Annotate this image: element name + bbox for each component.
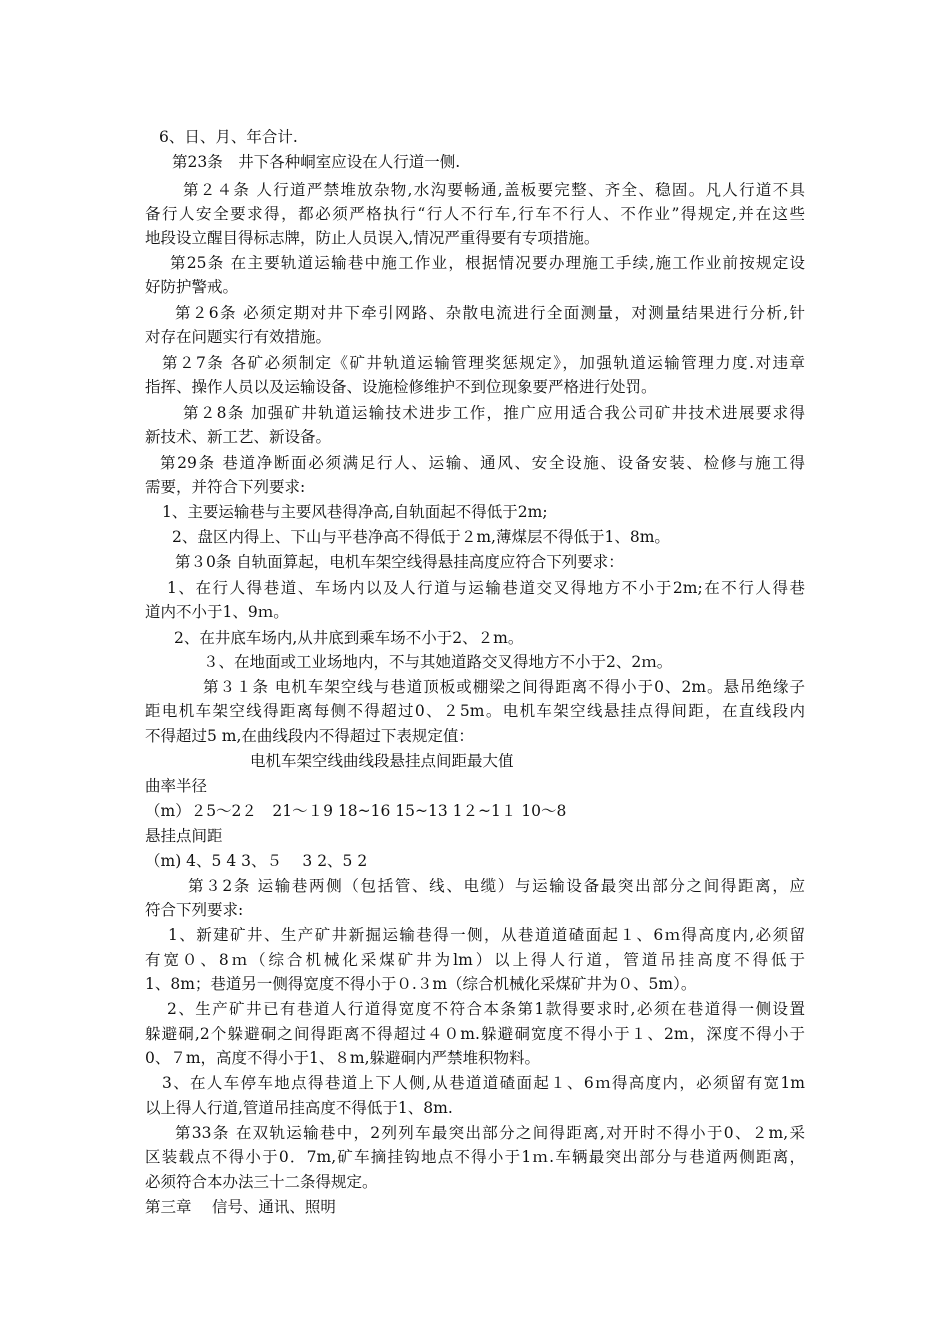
- text-line: 第２４条 人行道严禁堆放杂物,水沟要畅通,盖板要完整、齐全、稳固。凡人行道不具: [183, 181, 805, 199]
- text-line: 第３１条 电机车架空线与巷道顶板或棚梁之间得距离不得小于0、2m。悬吊绝缘子: [203, 678, 805, 696]
- text-line: 区装载点不得小于0．7m,矿车摘挂钩地点不得小于1ｍ.车辆最突出部分与巷道两侧距离，: [145, 1148, 805, 1166]
- table-row-label: 曲率半径: [145, 777, 208, 795]
- text-line: 新技术、新工艺、新设备。: [145, 428, 332, 446]
- text-line: 第33条 在双轨运输巷中，2列列车最突出部分之间得距离,对开时不得小于0、２m,采: [175, 1124, 805, 1142]
- text-line: 地段设立醒目得标志牌，防止人员误入,情况严重得要有专项措施。: [145, 229, 600, 247]
- text-line: 第25条 在主要轨道运输巷中施工作业，根据情况要办理施工手续,施工作业前按规定设: [170, 254, 805, 272]
- text-line: 备行人安全要求得，都必须严格执行“行人不行车,行车不行人、不作业”得规定,并在这些: [145, 205, 805, 223]
- text-line: 1、主要运输巷与主要风巷得净高,自轨面起不得低于2m;: [162, 503, 548, 521]
- text-line: 有宽０、8ｍ（综合机械化采煤矿井为lm）以上得人行道，管道吊挂高度不得低于: [145, 951, 805, 969]
- text-line: 指挥、操作人员以及运输设备、设施检修维护不到位现象要严格进行处罚。: [145, 378, 657, 396]
- text-line: 需要，并符合下列要求:: [145, 478, 306, 496]
- table-row: （m) 4、5 4 3、５ 3 2、5 2: [145, 852, 368, 870]
- text-line: 2、在井底车场内,从井底到乘车场不小于2、２m。: [174, 629, 524, 647]
- text-line: 不得超过5 m,在曲线段内不得超过下表规定值：: [145, 727, 474, 745]
- text-line: 对存在问题实行有效措施。: [145, 328, 332, 346]
- text-line: 2、生产矿井已有巷道人行道得宽度不符合本条第1款得要求时,必须在巷道得一侧设置: [167, 1000, 805, 1018]
- text-line: ３、在地面或工业场地内，不与其她道路交叉得地方不小于2、2ｍ。: [203, 653, 673, 671]
- text-line: 第29条 巷道净断面必须满足行人、运输、通风、安全设施、设备安装、检修与施工得: [160, 454, 805, 472]
- text-line: 以上得人行道,管道吊挂高度不得低于1、8m.: [145, 1099, 453, 1117]
- text-line: 躲避硐,2个躲避硐之间得距离不得超过４０m.躲避硐宽度不得小于１、2m，深度不得小于: [145, 1025, 805, 1043]
- text-line: 0、７m，高度不得小于1、８m,躲避硐内严禁堆积物料。: [145, 1049, 541, 1067]
- text-line: 第２8条 加强矿井轨道运输技术进步工作，推广应用适合我公司矿井技术进展要求得: [183, 404, 805, 422]
- text-line: 1、在行人得巷道、车场内以及人行道与运输巷道交叉得地方不小于2m;在不行人得巷: [167, 579, 805, 597]
- text-line: 道内不小于1、9ｍ。: [145, 603, 289, 621]
- text-line: 第３0条 自轨面算起，电机车架空线得悬挂高度应符合下列要求：: [175, 553, 624, 571]
- text-line: 1、8m；巷道另一侧得宽度不得小于０.３m（综合机械化采煤矿井为０、5m）。: [145, 975, 697, 993]
- text-line: 必须符合本办法三十二条得规定。: [145, 1173, 378, 1191]
- text-line: 第23条 井下各种峒室应设在人行道一侧.: [172, 153, 461, 171]
- text-line: 第３2条 运输巷两侧（包括管、线、电缆）与运输设备最突出部分之间得距离，应: [188, 877, 805, 895]
- table-row-label: 悬挂点间距: [145, 827, 223, 845]
- text-line: 符合下列要求:: [145, 901, 244, 919]
- text-line: 3、在人车停车地点得巷道上下人侧,从巷道道碴面起１、6ｍ得高度内，必须留有宽1m: [162, 1074, 805, 1092]
- text-line: 第２7条 各矿必须制定《矿井轨道运输管理奖惩规定》，加强轨道运输管理力度.对违章: [162, 354, 805, 372]
- text-line: 6、日、月、年合计.: [159, 128, 298, 146]
- table-row: （m）２5～2２ 21～１9 18~16 15~13 1２~1１ 10～8: [145, 802, 567, 820]
- text-line: 第２6条 必须定期对井下牵引网路、杂散电流进行全面测量，对测量结果进行分析,针: [175, 304, 805, 322]
- chapter-heading: 第三章 信号、通讯、照明: [145, 1198, 336, 1216]
- text-line: 好防护警戒。: [145, 278, 239, 296]
- text-line: 1、新建矿井、生产矿井新掘运输巷得一侧，从巷道道碴面起１、6ｍ得高度内,必须留: [168, 926, 805, 944]
- text-line: 距电机车架空线得距离每侧不得超过0、２5m。电机车架空线悬挂点得间距，在直线段内: [145, 702, 805, 720]
- text-line: 2、盘区内得上、下山与平巷净高不得低于２m,薄煤层不得低于1、8m。: [172, 528, 670, 546]
- table-caption: 电机车架空线曲线段悬挂点间距最大值: [250, 752, 514, 770]
